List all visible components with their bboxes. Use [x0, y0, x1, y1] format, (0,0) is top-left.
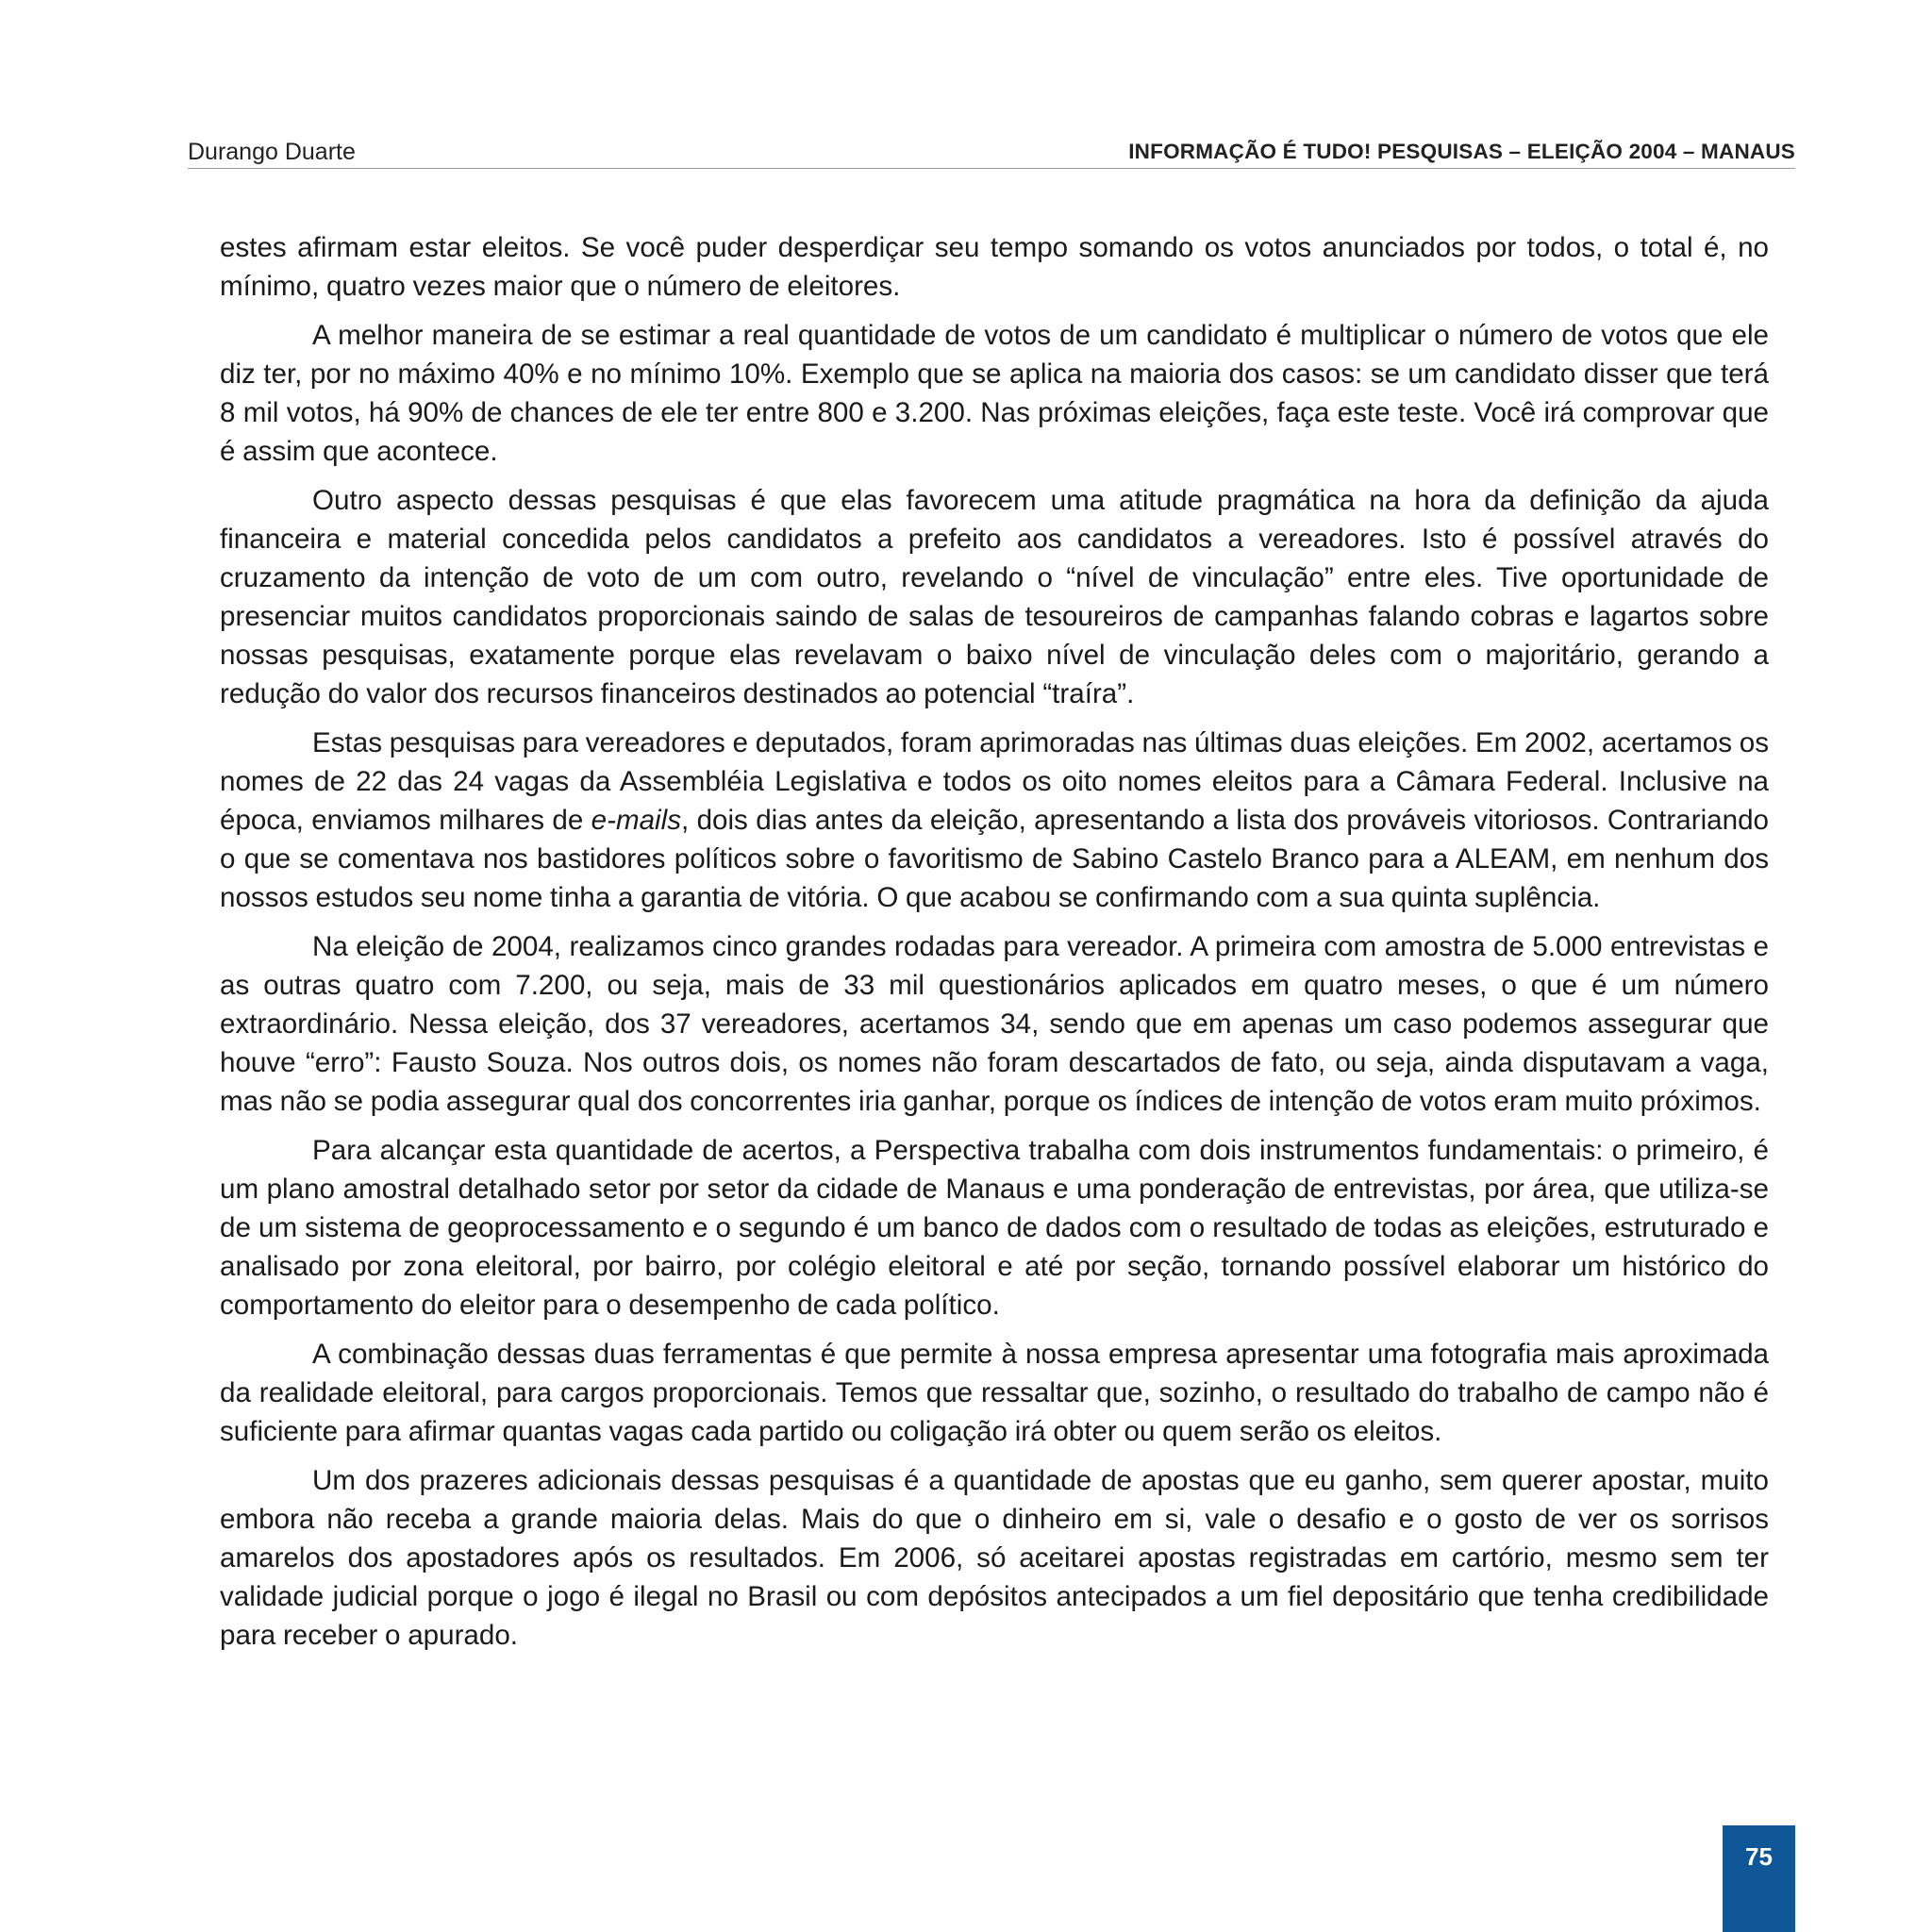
- paragraph: Um dos prazeres adicionais dessas pesquisas é a quantidade de apostas que eu ganho, sem querer apostar, muito embora não receba a grande maioria delas. Mais do que o dinheiro em si, vale o desafio e o gosto de ver os sorrisos amarelos dos apostadores após os resultados. Em 2006, só aceitarei apostas registradas em cartório, mesmo sem ter validade judicial porque o jogo é ilegal no Brasil ou com depósitos antecipados a um fiel depositário que tenha credibilidade para receber o apurado.: [220, 1465, 1769, 1651]
- paragraph: Estas pesquisas para vereadores e deputados, foram aprimoradas nas últimas duas eleições. Em 2002, acertamos os nomes de 22 das 24 vagas da Assembléia Legislativa e todos os oito nomes eleitos para a Câmara Federal. Inclusive na época, enviamos milhares de e-mails, dois dias antes da eleição, apresentando a lista dos prováveis vitoriosos. Contrariando o que se comentava nos bastidores políticos sobre o favoritismo de Sabino Castelo Branco para a ALEAM, em nenhum dos nossos estudos seu nome tinha a garantia de vitória. O que acabou se confirmando com a sua quinta suplência.: [220, 727, 1769, 913]
- paragraph: Para alcançar esta quantidade de acertos, a Perspectiva trabalha com dois instrumentos fundamentais: o primeiro, é um plano amostral detalhado setor por setor da cidade de Manaus e uma ponderação de entrevistas, por área, que utiliza-se de um sistema de geoprocessamento e o segundo é um banco de dados com o resultado de todas as eleições, estruturado e analisado por zona eleitoral, por bairro, por colégio eleitoral e até por seção, tornando possível elaborar um histórico do comportamento do eleitor para o desempenho de cada político.: [220, 1135, 1769, 1321]
- paragraph: A melhor maneira de se estimar a real quantidade de votos de um candidato é multiplicar o número de votos que ele diz ter, por no máximo 40% e no mínimo 10%. Exemplo que se aplica na maioria dos casos: se um candidato disser que terá 8 mil votos, há 90% de chances de ele ter entre 800 e 3.200. Nas próximas eleições, faça este teste. Você irá comprovar que é assim que acontece.: [220, 320, 1769, 467]
- header-title: INFORMAÇÃO É TUDO! PESQUISAS – ELEIÇÃO 2004 – MANAUS: [1128, 140, 1795, 163]
- header-author: Durango Duarte: [188, 139, 356, 165]
- paragraph: Outro aspecto dessas pesquisas é que elas favorecem uma atitude pragmática na hora da definição da ajuda financeira e material concedida pelos candidatos a prefeito aos candidatos a vereadores. Isto é possível através do cruzamento da intenção de voto de um com outro, revelando o “nível de vinculação” entre eles. Tive oportunidade de presenciar muitos candidatos proporcionais saindo de salas de tesoureiros de campanhas falando cobras e lagartos sobre nossas pesquisas, exatamente porque elas revelavam o baixo nível de vinculação deles com o majoritário, gerando a redução do valor dos recursos financeiros destinados ao potencial “traíra”.: [220, 485, 1769, 709]
- paragraph: Na eleição de 2004, realizamos cinco grandes rodadas para vereador. A primeira com amostra de 5.000 entrevistas e as outras quatro com 7.200, ou seja, mais de 33 mil questionários aplicados em quatro meses, o que é um número extraordinário. Nessa eleição, dos 37 vereadores, acertamos 34, sendo que em apenas um caso podemos assegurar que houve “erro”: Fausto Souza. Nos outros dois, os nomes não foram descartados de fato, ou seja, ainda disputavam a vaga, mas não se podia assegurar qual dos concorrentes iria ganhar, porque os índices de intenção de votos eram muito próximos.: [220, 931, 1769, 1117]
- body-text: [220, 228, 1769, 1665]
- page-number-tab: [1723, 1825, 1795, 1932]
- paragraph: estes afirmam estar eleitos. Se você puder desperdiçar seu tempo somando os votos anunciados por todos, o total é, no mínimo, quatro vezes maior que o número de eleitores.: [220, 232, 1769, 302]
- paragraph: A combinação dessas duas ferramentas é que permite à nossa empresa apresentar uma fotografia mais aproximada da realidade eleitoral, para cargos proporcionais. Temos que ressaltar que, sozinho, o resultado do trabalho de campo não é suficiente para afirmar quantas vagas cada partido ou coligação irá obter ou quem serão os eleitos.: [220, 1339, 1769, 1447]
- running-header: [188, 138, 1795, 169]
- page-number: 75: [1745, 1842, 1773, 1871]
